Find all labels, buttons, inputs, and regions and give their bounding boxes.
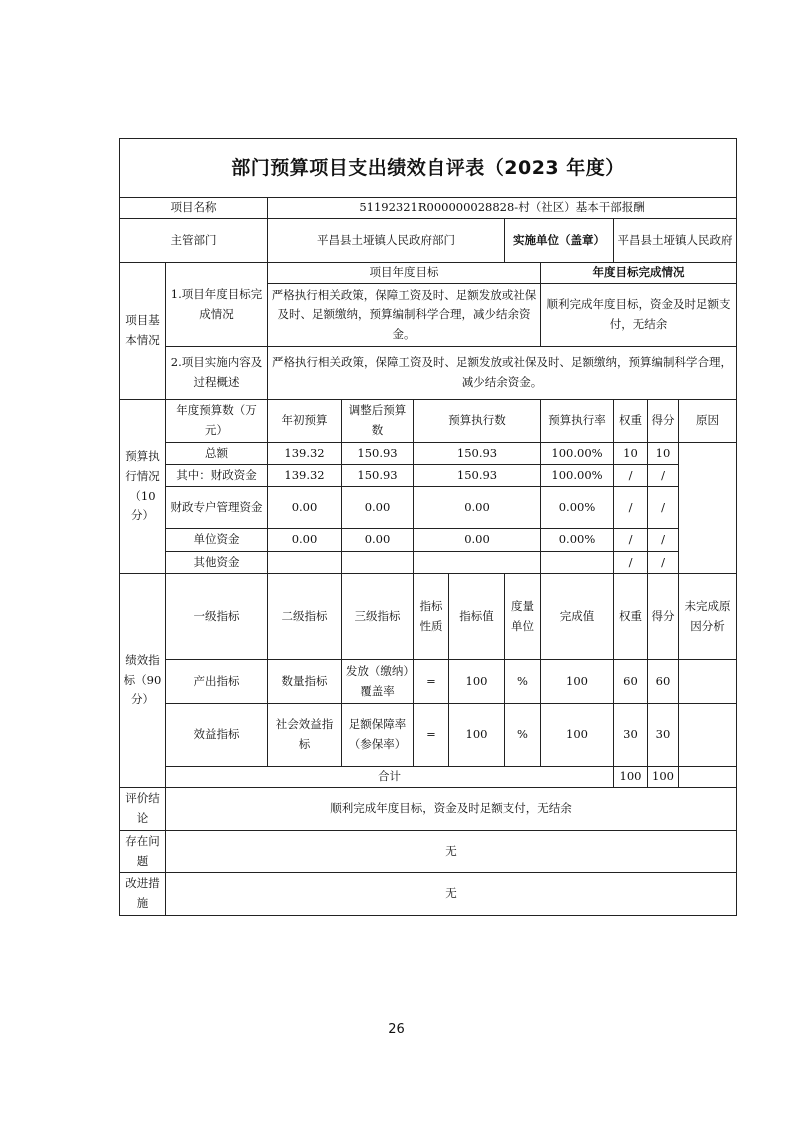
total-label: 合计 [166,767,614,788]
total-score: 100 [648,767,679,788]
budget-header-executed: 预算执行数 [414,400,541,443]
perf-row-score: 60 [648,660,679,704]
perf-header-level3: 三级指标 [342,574,414,660]
implementation-text: 严格执行相关政策，保障工资及时、足额发放或社保及时、足额缴纳，预算编制科学合理，减少结余资金。 [268,347,737,400]
budget-row-label: 总额 [166,443,268,465]
perf-row-done: 100 [541,660,614,704]
budget-row-executed: 150.93 [414,443,541,465]
perf-row-value: 100 [449,704,505,767]
supervising-dept-value: 平昌县土垭镇人民政府部门 [268,219,505,263]
perf-header-level1: 一级指标 [166,574,268,660]
page-number: 26 [388,1022,405,1037]
budget-header-adjusted: 调整后预算数 [342,400,414,443]
supervising-dept-label: 主管部门 [120,219,268,263]
budget-row-rate: 0.00% [541,529,614,552]
goal-completion-text: 顺利完成年度目标，资金及时足额支付，无结余 [541,284,737,347]
budget-header-weight: 权重 [614,400,648,443]
budget-row-label: 单位资金 [166,529,268,552]
table-title: 部门预算项目支出绩效自评表（2023 年度） [120,139,737,198]
perf-header-score: 得分 [648,574,679,660]
measures-label: 改进措施 [120,873,166,916]
budget-row-label: 其中：财政资金 [166,465,268,487]
implementing-unit-label: 实施单位（盖章） [505,219,614,263]
implementation-row-label: 2.项目实施内容及过程概述 [166,347,268,400]
measures-value: 无 [166,873,737,916]
budget-row-executed: 150.93 [414,465,541,487]
perf-row-level1: 产出指标 [166,660,268,704]
annual-goal-header: 项目年度目标 [268,263,541,284]
budget-row-executed: 0.00 [414,529,541,552]
budget-row-rate: 0.00% [541,487,614,529]
budget-reason-cell [679,443,737,574]
perf-header-level2: 二级指标 [268,574,342,660]
budget-row-initial [268,552,342,574]
goal-completion-row-label: 1.项目年度目标完成情况 [166,263,268,347]
perf-header-reason: 未完成原因分析 [679,574,737,660]
budget-row-weight: / [614,552,648,574]
perf-header-unit: 度量单位 [505,574,541,660]
budget-row-adjusted: 150.93 [342,443,414,465]
perf-row-weight: 30 [614,704,648,767]
performance-section-label: 绩效指标（90分） [120,574,166,788]
budget-header-initial: 年初预算 [268,400,342,443]
perf-header-done: 完成值 [541,574,614,660]
budget-row-adjusted: 150.93 [342,465,414,487]
project-name-label: 项目名称 [120,198,268,219]
budget-row-weight: / [614,487,648,529]
perf-row-reason [679,704,737,767]
budget-row-executed [414,552,541,574]
perf-row-value: 100 [449,660,505,704]
budget-header-rate: 预算执行率 [541,400,614,443]
implementing-unit-value: 平昌县土垭镇人民政府 [614,219,737,263]
problems-label: 存在问题 [120,831,166,873]
perf-row-level1: 效益指标 [166,704,268,767]
perf-row-weight: 60 [614,660,648,704]
budget-row-initial: 139.32 [268,465,342,487]
perf-row-nature: = [414,704,449,767]
budget-row-score: / [648,552,679,574]
evaluation-value: 顺利完成年度目标，资金及时足额支付，无结余 [166,788,737,831]
total-reason-cell [679,767,737,788]
budget-row-executed: 0.00 [414,487,541,529]
budget-row-rate [541,552,614,574]
perf-row-level2: 数量指标 [268,660,342,704]
budget-row-score: / [648,487,679,529]
budget-row-rate: 100.00% [541,465,614,487]
perf-row-unit: % [505,660,541,704]
perf-row-unit: % [505,704,541,767]
goal-completion-header: 年度目标完成情况 [541,263,737,284]
budget-row-score: 10 [648,443,679,465]
perf-row-level3: 足额保障率（参保率） [342,704,414,767]
budget-row-adjusted: 0.00 [342,487,414,529]
budget-section-label: 预算执行情况（10分） [120,400,166,574]
budget-header-score: 得分 [648,400,679,443]
project-name-value: 51192321R000000028828-村（社区）基本干部报酬 [268,198,737,219]
evaluation-label: 评价结论 [120,788,166,831]
perf-row-reason [679,660,737,704]
budget-row-score: / [648,529,679,552]
budget-row-initial: 0.00 [268,529,342,552]
perf-row-score: 30 [648,704,679,767]
budget-header-reason: 原因 [679,400,737,443]
annual-goal-text: 严格执行相关政策，保障工资及时、足额发放或社保及时、足额缴纳，预算编制科学合理，减少结余资金。 [268,284,541,347]
basic-info-section-label: 项目基本情况 [120,263,166,400]
perf-row-level3: 发放（缴纳）覆盖率 [342,660,414,704]
budget-row-label: 财政专户管理资金 [166,487,268,529]
self-evaluation-table [119,138,737,916]
budget-row-weight: / [614,465,648,487]
budget-header-annual: 年度预算数（万元） [166,400,268,443]
perf-row-nature: = [414,660,449,704]
budget-row-rate: 100.00% [541,443,614,465]
budget-row-weight: 10 [614,443,648,465]
perf-header-value: 指标值 [449,574,505,660]
budget-row-label: 其他资金 [166,552,268,574]
total-weight: 100 [614,767,648,788]
budget-row-adjusted [342,552,414,574]
budget-row-score: / [648,465,679,487]
perf-row-level2: 社会效益指标 [268,704,342,767]
problems-value: 无 [166,831,737,873]
budget-row-initial: 0.00 [268,487,342,529]
perf-header-weight: 权重 [614,574,648,660]
budget-row-adjusted: 0.00 [342,529,414,552]
budget-row-weight: / [614,529,648,552]
budget-row-initial: 139.32 [268,443,342,465]
perf-row-done: 100 [541,704,614,767]
perf-header-nature: 指标性质 [414,574,449,660]
